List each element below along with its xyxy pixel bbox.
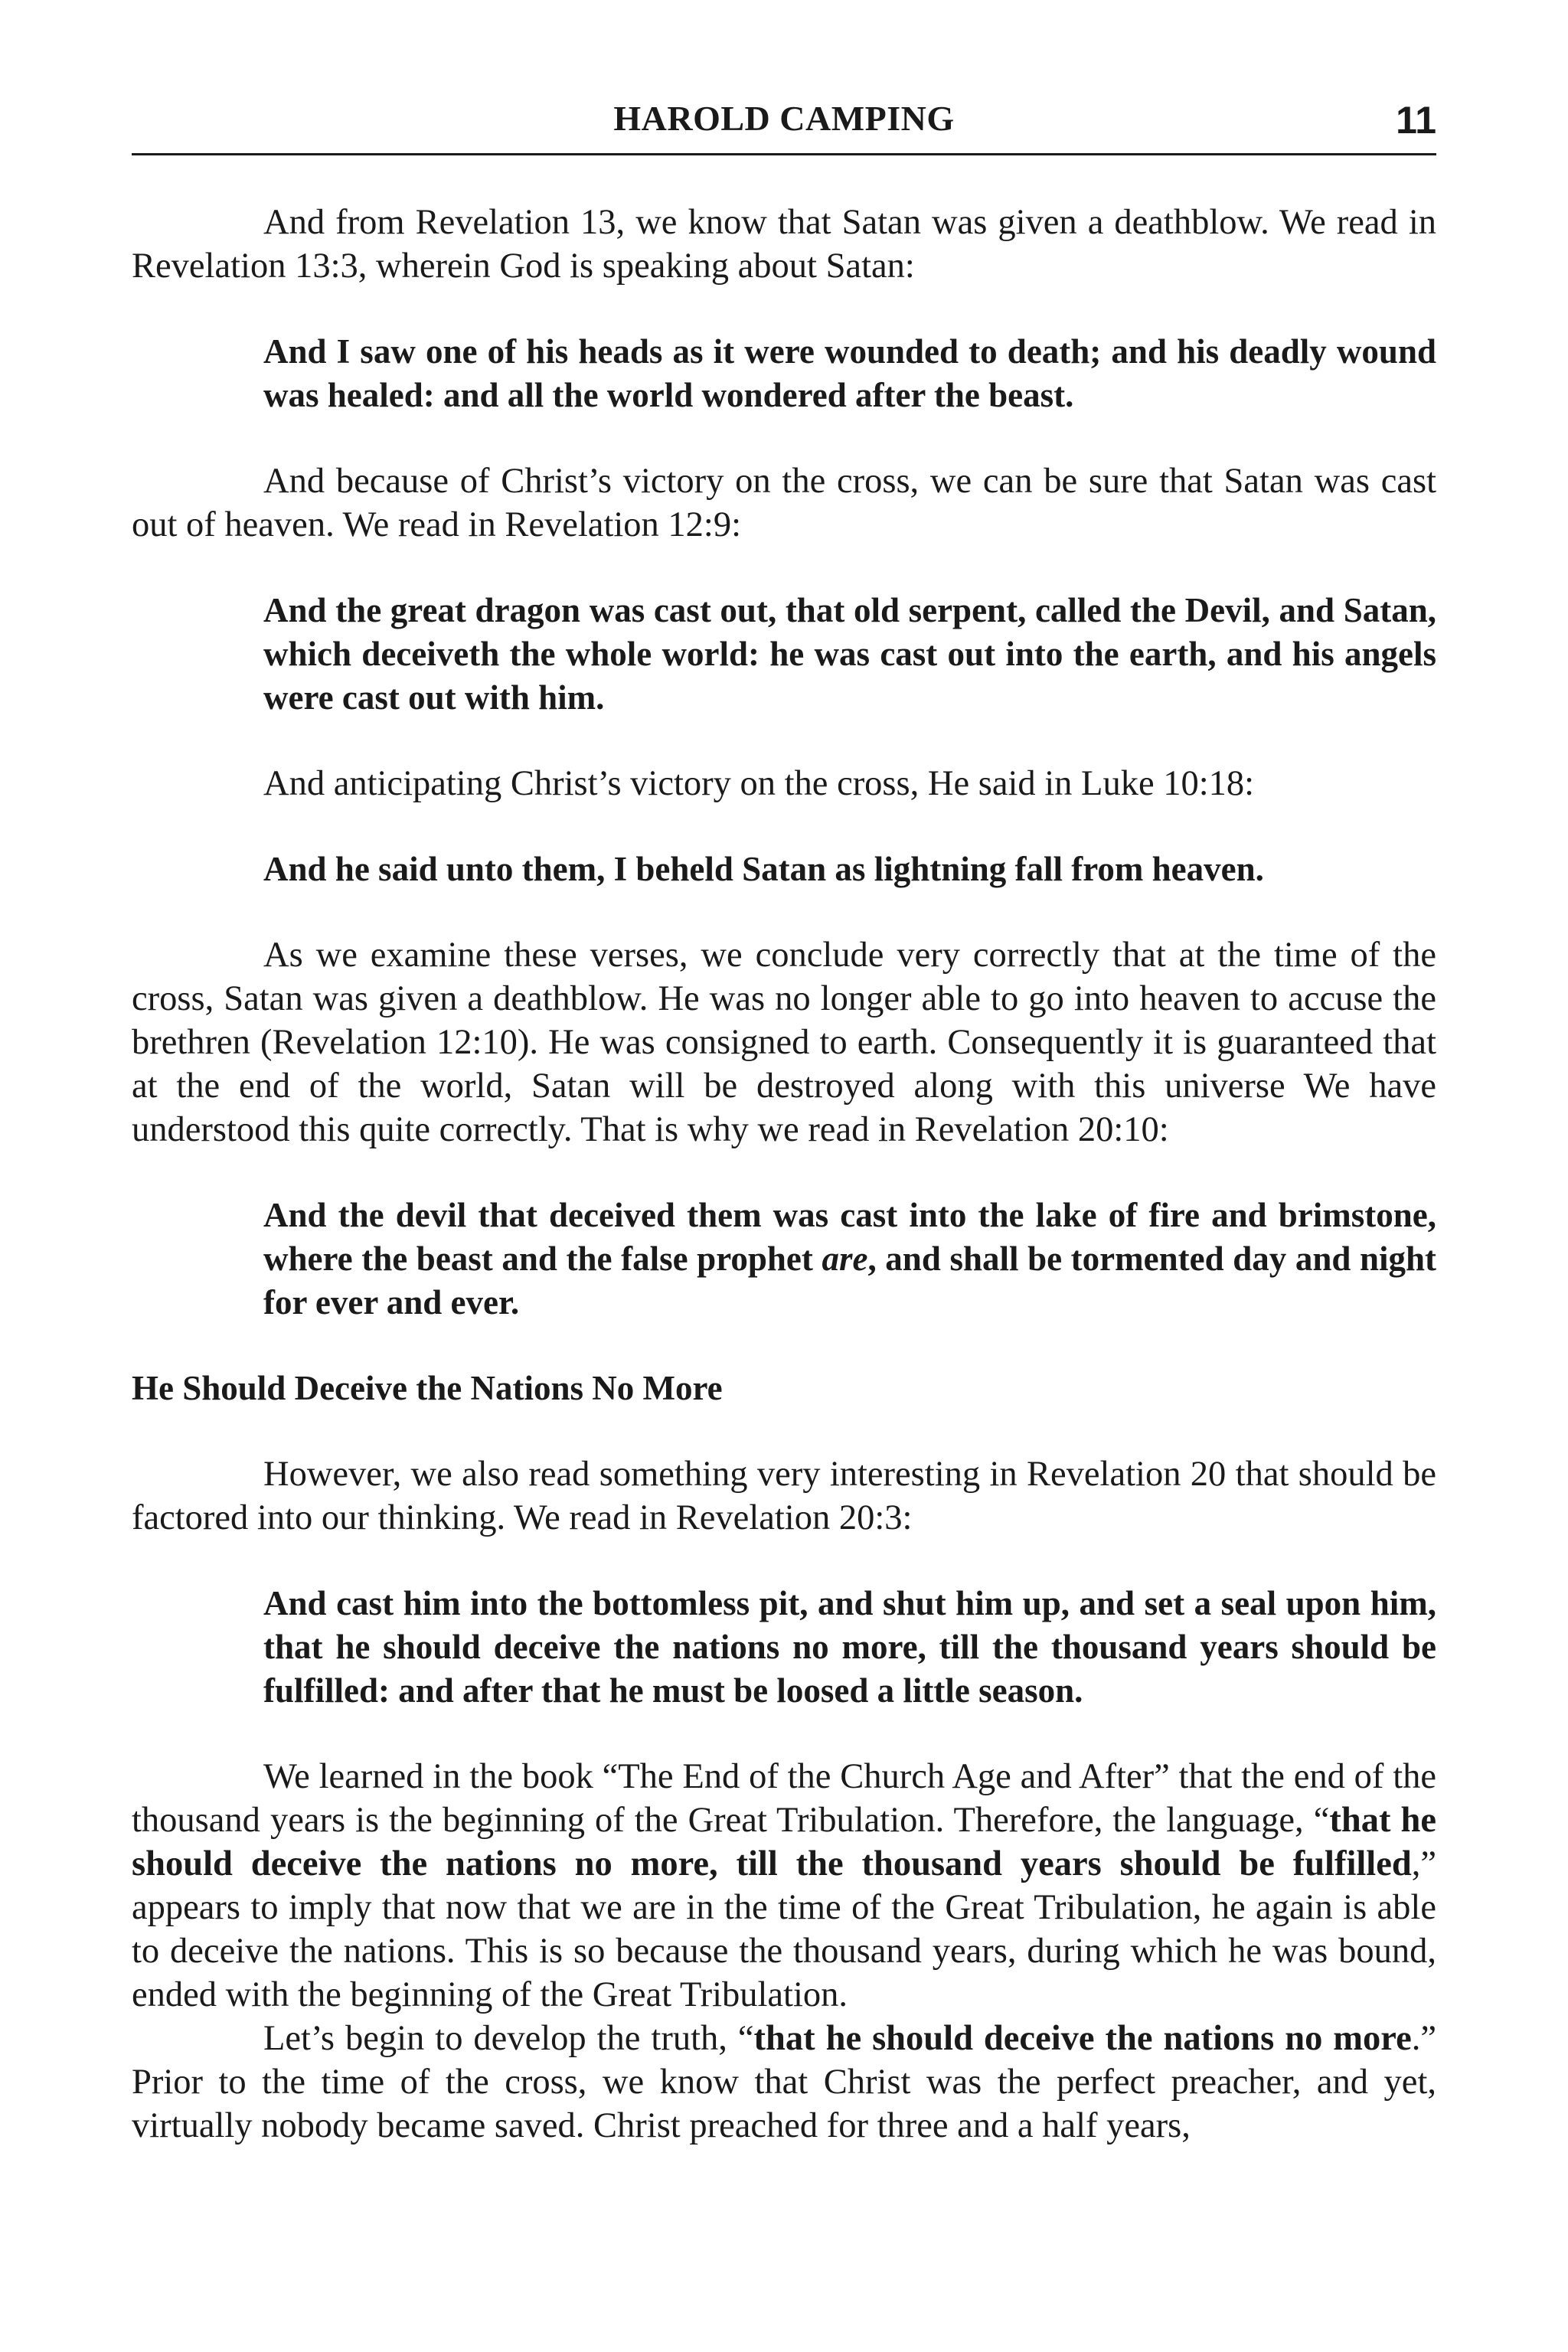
paragraph xyxy=(132,1755,1436,2017)
header-title: HAROLD CAMPING xyxy=(613,99,955,138)
italic-word: are xyxy=(822,1240,868,1278)
paragraph-text: .” Prior to the time of the cross, we know that Christ was the perfect preacher, and yet, virtually nobody became saved. Christ preached for three and a half years, xyxy=(132,2019,1436,2145)
paragraph: As we examine these verses, we conclude very correctly that at the time of the cross, Satan was given a deathblow. He was no longer able to go into heaven to accuse the brethren (Revelation 12:10). He was consigned to earth. Consequently it is guaranteed that at the end of the world, Satan will be destroyed along with this universe We have understood this quite correctly. That is why we read in Revelation 20:10: xyxy=(132,936,1436,1149)
paragraph: However, we also read something very interesting in Revelation 20 that should be factored into our thinking. We read in Revelation 20:3: xyxy=(132,1455,1436,1537)
paragraph xyxy=(132,2017,1436,2148)
scripture-quote xyxy=(263,1194,1436,1325)
page-body xyxy=(132,201,1436,2148)
scripture-quote: And cast him into the bottomless pit, and shut him up, and set a seal upon him, that he should deceive the nations no more, till the thousand years should be fulfilled: and after that he must be loosed a little season. xyxy=(263,1584,1436,1710)
bold-quote: that he should deceive the nations no more, till the thousand years should be fulfilled xyxy=(132,1801,1436,1883)
quote-text: And the devil that deceived them was cast into the lake of fire and brimstone, where the beast and the false prophet xyxy=(263,1196,1436,1278)
paragraph: And from Revelation 13, we know that Satan was given a deathblow. We read in Revelation 13:3, wherein God is speaking about Satan: xyxy=(132,203,1436,286)
running-header xyxy=(132,98,1436,155)
scripture-quote: And the great dragon was cast out, that old serpent, called the Devil, and Satan, which deceiveth the whole world: he was cast out into the earth, and his angels were cast out with him. xyxy=(263,591,1436,717)
paragraph: And anticipating Christ’s victory on the cross, He said in Luke 10:18: xyxy=(263,764,1255,803)
scripture-quote: And he said unto them, I beheld Satan as lightning fall from heaven. xyxy=(263,850,1264,888)
paragraph-text: ,” appears to imply that now that we are in the time of the Great Tribulation, he again is able to deceive the nations. This is so because the thousand years, during which he was bound, ended with the beginning of the Great Tribulation. xyxy=(132,1844,1436,2014)
bold-quote: that he should deceive the nations no more xyxy=(753,2019,1412,2058)
quote-text: , and shall be tormented day and night for ever and ever. xyxy=(263,1240,1437,1321)
page-number: 11 xyxy=(1396,99,1436,142)
paragraph-text: We learned in the book “The End of the Church Age and After” that the end of the thousand years is the beginning of the Great Tribulation. Therefore, the language, “ xyxy=(132,1757,1436,1840)
section-heading: He Should Deceive the Nations No More xyxy=(132,1369,723,1407)
paragraph-text: Let’s begin to develop the truth, “ xyxy=(263,2019,754,2058)
scripture-quote: And I saw one of his heads as it were wounded to death; and his deadly wound was healed: and all the world wondered after the beast. xyxy=(263,332,1436,414)
paragraph: And because of Christ’s victory on the cross, we can be sure that Satan was cast out of heaven. We read in Revelation 12:9: xyxy=(132,462,1436,544)
